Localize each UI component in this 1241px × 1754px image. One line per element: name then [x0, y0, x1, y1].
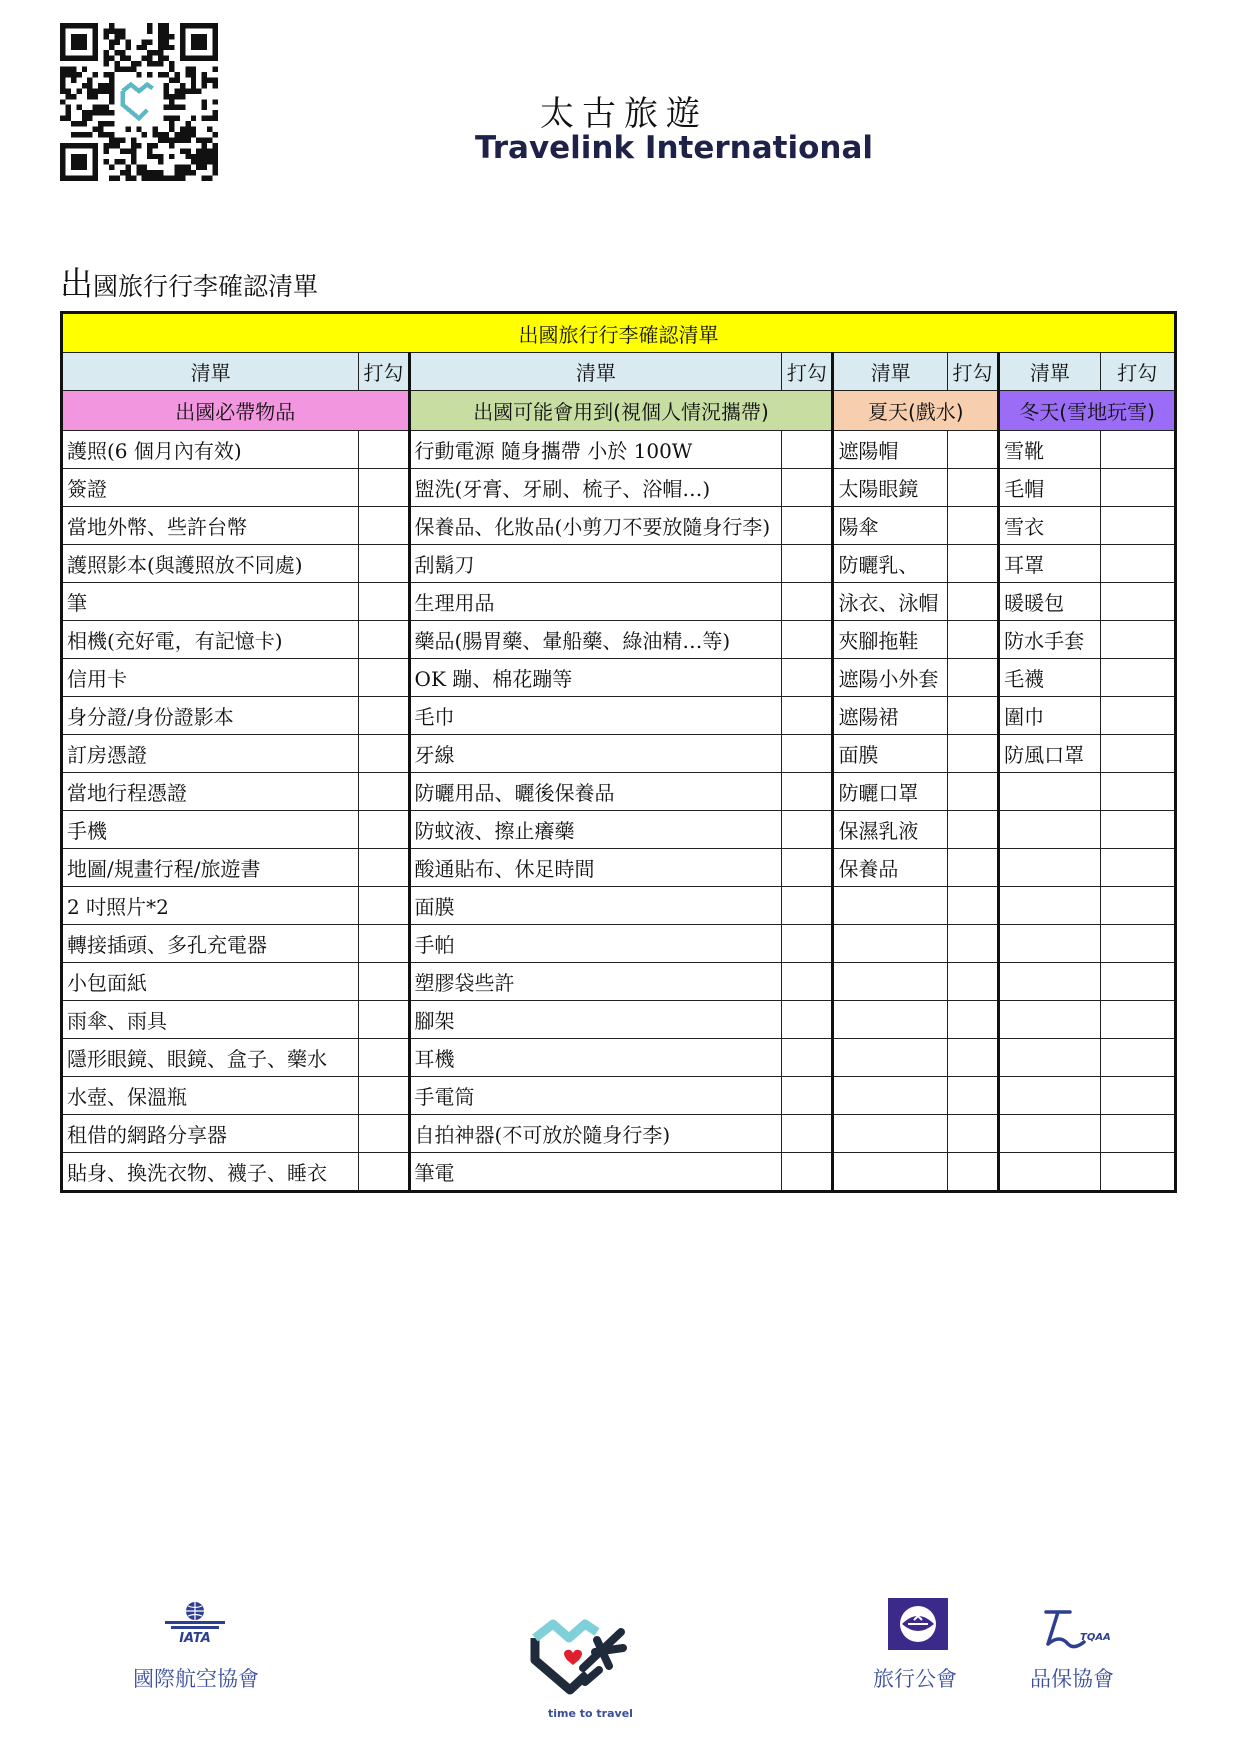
- checklist-item: [833, 887, 948, 925]
- checklist-item: 塑膠袋些許: [409, 963, 782, 1001]
- checklist-item: 毛襪: [999, 659, 1100, 697]
- checkbox-cell[interactable]: [947, 773, 998, 811]
- table-row: [62, 469, 1176, 507]
- checkbox-cell[interactable]: [1100, 507, 1175, 545]
- category-winter: 冬天(雪地玩雪): [999, 391, 1176, 431]
- table-row: [62, 1077, 1176, 1115]
- checkbox-cell[interactable]: [782, 431, 833, 469]
- checkbox-cell[interactable]: [947, 697, 998, 735]
- checklist-item: 防蚊液、擦止癢藥: [409, 811, 782, 849]
- checklist-item: 訂房憑證: [62, 735, 359, 773]
- checkbox-cell[interactable]: [1100, 1115, 1175, 1153]
- checkbox-cell[interactable]: [782, 1077, 833, 1115]
- checkbox-cell[interactable]: [782, 1039, 833, 1077]
- checklist-item: [999, 1001, 1100, 1039]
- checklist-item: 陽傘: [833, 507, 948, 545]
- checkbox-cell[interactable]: [782, 1001, 833, 1039]
- checkbox-cell[interactable]: [782, 697, 833, 735]
- table-row: [62, 1001, 1176, 1039]
- checkbox-cell[interactable]: [1100, 1077, 1175, 1115]
- table-row: [62, 1039, 1176, 1077]
- checkbox-cell[interactable]: [782, 849, 833, 887]
- checklist-item: [999, 849, 1100, 887]
- checkbox-cell[interactable]: [359, 963, 409, 1001]
- checkbox-cell[interactable]: [782, 507, 833, 545]
- checklist-item: 護照(6 個月內有效): [62, 431, 359, 469]
- category-optional: 出國可能會用到(視個人情況攜帶): [409, 391, 833, 431]
- checkbox-cell[interactable]: [1100, 469, 1175, 507]
- category-summer: 夏天(戲水): [833, 391, 999, 431]
- table-row: [62, 811, 1176, 849]
- checkbox-cell[interactable]: [359, 1115, 409, 1153]
- checkbox-cell[interactable]: [359, 1039, 409, 1077]
- column-header-list: 清單: [409, 353, 782, 391]
- checkbox-cell[interactable]: [782, 887, 833, 925]
- checkbox-cell[interactable]: [359, 583, 409, 621]
- checkbox-cell[interactable]: [782, 469, 833, 507]
- checkbox-cell[interactable]: [947, 431, 998, 469]
- company-name-cn: 太古旅遊: [540, 94, 708, 134]
- checkbox-cell[interactable]: [782, 773, 833, 811]
- checkbox-cell[interactable]: [1100, 545, 1175, 583]
- checklist-item: 面膜: [833, 735, 948, 773]
- title-first-char: 出: [60, 264, 93, 303]
- checklist-item: 藥品(腸胃藥、暈船藥、綠油精…等): [409, 621, 782, 659]
- checklist-item: [999, 1115, 1100, 1153]
- checklist-item: 毛巾: [409, 697, 782, 735]
- checkbox-cell[interactable]: [947, 621, 998, 659]
- table-row: [62, 963, 1176, 1001]
- checkbox-cell[interactable]: [1100, 1039, 1175, 1077]
- table-row: [62, 887, 1176, 925]
- table-row: [62, 849, 1176, 887]
- checkbox-cell[interactable]: [947, 1001, 998, 1039]
- checklist-item: OK 蹦、棉花蹦等: [409, 659, 782, 697]
- checklist-item: [999, 1039, 1100, 1077]
- checklist-item: [833, 1077, 948, 1115]
- checklist-item: 防風口罩: [999, 735, 1100, 773]
- checklist-item: 圍巾: [999, 697, 1100, 735]
- checkbox-cell[interactable]: [359, 697, 409, 735]
- checkbox-cell[interactable]: [359, 887, 409, 925]
- checkbox-cell[interactable]: [947, 925, 998, 963]
- checkbox-cell[interactable]: [947, 849, 998, 887]
- table-row: [62, 697, 1176, 735]
- checkbox-cell[interactable]: [947, 1153, 998, 1192]
- checklist-item: 相機(充好電，有記憶卡): [62, 621, 359, 659]
- checklist-item: 隱形眼鏡、眼鏡、盒子、藥水: [62, 1039, 359, 1077]
- checkbox-cell[interactable]: [1100, 925, 1175, 963]
- checklist-item: 遮陽小外套: [833, 659, 948, 697]
- checkbox-cell[interactable]: [947, 1115, 998, 1153]
- checklist-item: [999, 925, 1100, 963]
- checkbox-cell[interactable]: [1100, 773, 1175, 811]
- page-title: [60, 258, 318, 305]
- checklist-item: 小包面紙: [62, 963, 359, 1001]
- column-header-list: 清單: [833, 353, 948, 391]
- checkbox-cell[interactable]: [947, 963, 998, 1001]
- checklist-item: 遮陽裙: [833, 697, 948, 735]
- checkbox-cell[interactable]: [359, 925, 409, 963]
- column-header-check: 打勾: [1100, 353, 1175, 391]
- checklist-item: 手機: [62, 811, 359, 849]
- checklist-item: [833, 1115, 948, 1153]
- checkbox-cell[interactable]: [947, 659, 998, 697]
- checklist-item: 2 吋照片*2: [62, 887, 359, 925]
- column-header-check: 打勾: [947, 353, 998, 391]
- checklist-item: 當地外幣、些許台幣: [62, 507, 359, 545]
- checklist-item: 地圖/規畫行程/旅遊書: [62, 849, 359, 887]
- checkbox-cell[interactable]: [947, 545, 998, 583]
- checklist-item: 保養品、化妝品(小剪刀不要放隨身行李): [409, 507, 782, 545]
- checkbox-cell[interactable]: [782, 659, 833, 697]
- packing-checklist-table: [60, 311, 1177, 1193]
- table-row: [62, 1153, 1176, 1192]
- checklist-item: 毛帽: [999, 469, 1100, 507]
- checkbox-cell[interactable]: [359, 431, 409, 469]
- title-rest: 國旅行行李確認清單: [93, 272, 319, 301]
- checkbox-cell[interactable]: [782, 925, 833, 963]
- checkbox-cell[interactable]: [359, 735, 409, 773]
- checklist-item: 簽證: [62, 469, 359, 507]
- checklist-item: 雨傘、雨具: [62, 1001, 359, 1039]
- table-row: [62, 545, 1176, 583]
- checklist-item: 身分證/身份證影本: [62, 697, 359, 735]
- checklist-item: 防曬口罩: [833, 773, 948, 811]
- time-to-travel-logo-icon: [525, 1608, 635, 1700]
- checklist-item: 耳罩: [999, 545, 1100, 583]
- checklist-item: 防水手套: [999, 621, 1100, 659]
- table-row: [62, 583, 1176, 621]
- checkbox-cell[interactable]: [947, 811, 998, 849]
- checkbox-cell[interactable]: [1100, 697, 1175, 735]
- checklist-item: 水壺、保溫瓶: [62, 1077, 359, 1115]
- checklist-item: 暖暖包: [999, 583, 1100, 621]
- checklist-item: 牙線: [409, 735, 782, 773]
- checklist-item: 護照影本(與護照放不同處): [62, 545, 359, 583]
- checklist-item: [999, 773, 1100, 811]
- quality-logo-text: TQAA: [1080, 1632, 1111, 1643]
- checkbox-cell[interactable]: [782, 1153, 833, 1192]
- checklist-item: 泳衣、泳帽: [833, 583, 948, 621]
- column-header-check: 打勾: [782, 353, 833, 391]
- table-row: [62, 925, 1176, 963]
- checklist-item: 保養品: [833, 849, 948, 887]
- checklist-item: 手帕: [409, 925, 782, 963]
- table-row: [62, 1115, 1176, 1153]
- iata-label: 國際航空協會: [133, 1667, 259, 1691]
- checkbox-cell[interactable]: [359, 811, 409, 849]
- checklist-item: [833, 963, 948, 1001]
- quality-association-label: 品保協會: [1030, 1667, 1114, 1691]
- checklist-item: 租借的網路分享器: [62, 1115, 359, 1153]
- checkbox-cell[interactable]: [359, 1077, 409, 1115]
- checkbox-cell[interactable]: [1100, 735, 1175, 773]
- checkbox-cell[interactable]: [359, 1153, 409, 1192]
- checklist-item: 面膜: [409, 887, 782, 925]
- checklist-item: 盥洗(牙膏、牙刷、梳子、浴帽…): [409, 469, 782, 507]
- checkbox-cell[interactable]: [1100, 1001, 1175, 1039]
- checklist-item: 雪靴: [999, 431, 1100, 469]
- checkbox-cell[interactable]: [359, 659, 409, 697]
- table-row: [62, 431, 1176, 469]
- checkbox-cell[interactable]: [782, 811, 833, 849]
- checklist-item: 手電筒: [409, 1077, 782, 1115]
- checklist-item: 刮鬍刀: [409, 545, 782, 583]
- checklist-item: 保濕乳液: [833, 811, 948, 849]
- checkbox-cell[interactable]: [1100, 887, 1175, 925]
- column-header-check: 打勾: [359, 353, 409, 391]
- checkbox-cell[interactable]: [782, 545, 833, 583]
- checkbox-cell[interactable]: [1100, 621, 1175, 659]
- checkbox-cell[interactable]: [359, 469, 409, 507]
- checkbox-cell[interactable]: [359, 849, 409, 887]
- tagline: time to travel: [548, 1707, 633, 1720]
- checkbox-cell[interactable]: [1100, 963, 1175, 1001]
- checklist-item: [999, 811, 1100, 849]
- checkbox-cell[interactable]: [359, 507, 409, 545]
- checklist-item: 生理用品: [409, 583, 782, 621]
- checklist-item: 耳機: [409, 1039, 782, 1077]
- table-row: [62, 773, 1176, 811]
- checkbox-cell[interactable]: [947, 735, 998, 773]
- checkbox-cell[interactable]: [782, 583, 833, 621]
- category-essential: 出國必帶物品: [62, 391, 410, 431]
- checkbox-cell[interactable]: [947, 887, 998, 925]
- iata-logo-icon: [163, 1600, 227, 1644]
- checkbox-cell[interactable]: [947, 507, 998, 545]
- column-header-list: 清單: [999, 353, 1100, 391]
- checklist-item: 自拍神器(不可放於隨身行李): [409, 1115, 782, 1153]
- table-title: 出國旅行行李確認清單: [62, 313, 1176, 353]
- iata-logo-text: IATA: [179, 1631, 211, 1646]
- company-name-en: Travelink International: [475, 130, 873, 166]
- checklist-item: 貼身、換洗衣物、襪子、睡衣: [62, 1153, 359, 1192]
- travel-association-logo-icon: [888, 1598, 948, 1650]
- checklist-item: 酸通貼布、休足時間: [409, 849, 782, 887]
- travel-association-label: 旅行公會: [873, 1667, 957, 1691]
- checkbox-cell[interactable]: [1100, 811, 1175, 849]
- column-header-list: 清單: [62, 353, 359, 391]
- checklist-item: [833, 1153, 948, 1192]
- table-row: [62, 507, 1176, 545]
- checklist-item: [833, 1001, 948, 1039]
- checkbox-cell[interactable]: [1100, 849, 1175, 887]
- qr-code-icon: [60, 22, 218, 182]
- checklist-item: [999, 963, 1100, 1001]
- checklist-item: 轉接插頭、多孔充電器: [62, 925, 359, 963]
- checkbox-cell[interactable]: [1100, 583, 1175, 621]
- checkbox-cell[interactable]: [359, 545, 409, 583]
- checkbox-cell[interactable]: [1100, 431, 1175, 469]
- checkbox-cell[interactable]: [359, 773, 409, 811]
- table-row: [62, 735, 1176, 773]
- checklist-item: [999, 1077, 1100, 1115]
- checklist-item: 筆電: [409, 1153, 782, 1192]
- checklist-item: 防曬用品、曬後保養品: [409, 773, 782, 811]
- checkbox-cell[interactable]: [947, 583, 998, 621]
- checkbox-cell[interactable]: [782, 1115, 833, 1153]
- checkbox-cell[interactable]: [947, 1039, 998, 1077]
- checkbox-cell[interactable]: [782, 621, 833, 659]
- checklist-item: 防曬乳、: [833, 545, 948, 583]
- checklist-item: [999, 1153, 1100, 1192]
- checklist-item: [833, 925, 948, 963]
- checkbox-cell[interactable]: [947, 469, 998, 507]
- checklist-item: 行動電源 隨身攜帶 小於 100W: [409, 431, 782, 469]
- checkbox-cell[interactable]: [782, 963, 833, 1001]
- checklist-item: 筆: [62, 583, 359, 621]
- checklist-item: 夾腳拖鞋: [833, 621, 948, 659]
- checklist-item: [833, 1039, 948, 1077]
- checklist-item: 信用卡: [62, 659, 359, 697]
- checkbox-cell[interactable]: [359, 621, 409, 659]
- table-row: [62, 621, 1176, 659]
- checkbox-cell[interactable]: [947, 1077, 998, 1115]
- checkbox-cell[interactable]: [1100, 1153, 1175, 1192]
- quality-association-logo-icon: [1040, 1604, 1111, 1650]
- checkbox-cell[interactable]: [359, 1001, 409, 1039]
- checklist-item: [999, 887, 1100, 925]
- checklist-item: 太陽眼鏡: [833, 469, 948, 507]
- checklist-item: 遮陽帽: [833, 431, 948, 469]
- checkbox-cell[interactable]: [782, 735, 833, 773]
- checklist-item: 雪衣: [999, 507, 1100, 545]
- checklist-item: 腳架: [409, 1001, 782, 1039]
- checklist-item: 當地行程憑證: [62, 773, 359, 811]
- table-row: [62, 659, 1176, 697]
- checkbox-cell[interactable]: [1100, 659, 1175, 697]
